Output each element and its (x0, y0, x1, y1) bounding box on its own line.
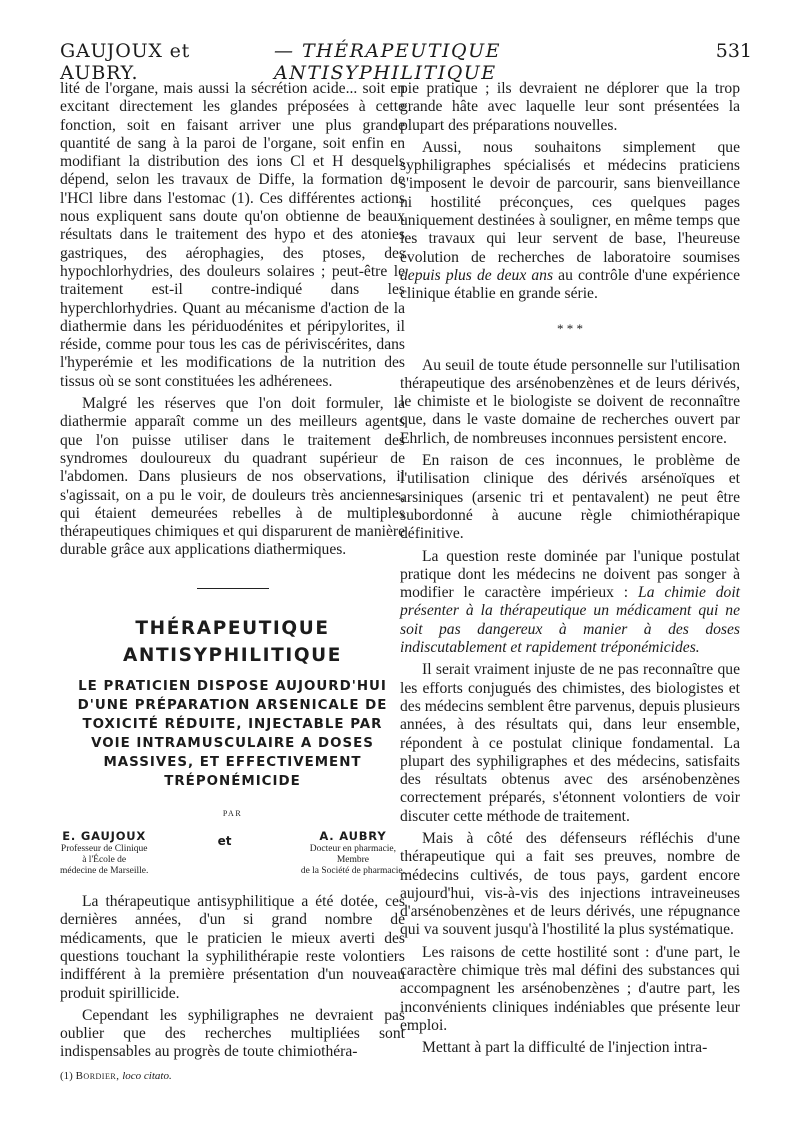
author-1-name: E. GAUJOUX (62, 829, 147, 844)
page-number: 531 (715, 40, 752, 62)
author-2-title-2: Membre (336, 855, 369, 866)
paragraph: Mettant à part la difficulté de l'injection intra- (422, 1039, 708, 1057)
paragraph (400, 548, 740, 658)
section-subtitle: LE PRATICIEN DISPOSE AUJOURD'HUI D'UNE PRÉPARATION ARSENICALE DE TOXICITÉ RÉDUITE, INJECTABLE PAR VOIE INTRAMUSCULAIRE A DOSES MASSIVES, ET EFFECTIVEMENT TRÉPONÉMICIDE (77, 678, 388, 789)
running-header (60, 40, 752, 84)
section-divider (197, 588, 269, 589)
footnote (60, 1070, 172, 1082)
paragraph-text: La question reste dominée par l'unique postulat pratique dont les médecins ne doivent pas songer à modifier le caractère impérieux : (400, 547, 740, 602)
paragraph: La thérapeutique antisyphilitique a été dotée, ces dernières années, d'un si grand nombre de médicaments, que le praticien le mieux averti des questions touchant la syphilithérapie reste volontiers indifférent à la première présentation d'un nouveau produit spirillicide. (60, 893, 405, 1002)
emphasis: La chimie doit présenter à la thérapeutique un médicament qui ne soit pas dangereux à manier à des doses indiscutablement et rapidement tréponémicides. (400, 584, 741, 657)
right-column (400, 80, 740, 1062)
paragraph: Cependant les syphiligraphes ne devraient pas oublier que des recherches multipliées sont indispensables au progrès de toute chimiothéra- (60, 1006, 405, 1061)
author-1-title-3: médecine de Marseille. (60, 866, 149, 877)
paragraph: En raison de ces inconnues, le problème de l'utilisation clinique des dérivés arsénoïques et arsiniques (arsenic tri et pentavalent) ne peut être subordonné à aucune règle chimiothérapique définitive. (400, 452, 740, 543)
author-2-name: A. AUBRY (319, 829, 387, 844)
paragraph: Malgré les réserves que l'on doit formuler, la diathermie apparaît comme un des meilleurs agents que l'on puisse utiliser dans le traitement des syndromes douloureux du quadrant supérieur de l'abdomen. Dans plusieurs de nos observations, il s'agissait, on a pu le voir, de douleurs très anciennes, qui étaient demeurées rebelles à de multiples thérapeutiques chimiques et qui disparurent de manière durable grâce aux applications diathermiques. (60, 395, 405, 559)
footnote-mark: (1) (60, 1070, 73, 1082)
section-break-asterism: * * * (557, 320, 583, 336)
author-block (60, 831, 405, 877)
paragraph: Mais à côté des défenseurs réfléchis d'une thérapeutique qui a fait ses preuves, nombre de médecins cultivés, de tous pays, gardent encore aujourd'hui, vis-à-vis des injections intraveineuses d'arsénobenzènes et de leurs dérivés, une répugnance qui va souvent jusqu'à l'hostilité la plus systématique. (400, 829, 740, 939)
by-label: PAR (222, 808, 243, 818)
paragraph: pie pratique ; ils devraient ne déplorer que la trop grande hâte avec laquelle leur sont présentées la plupart des préparations nouvelles. (400, 80, 740, 134)
paragraph: Il serait vraiment injuste de ne pas reconnaître que les efforts conjugués des chimistes, des biologistes et des médecins semblent être parvenus, depuis plusieurs années, à des résultats qui, dans leur ensemble, répondent à ce postulat clinique fondamental. La plupart des syphiligraphes et des médecins, satisfaits des résultats obtenus avec des arsénobenzènes correctement préparés, s'étonnent volontiers de voir discuter cette méthode de traitement. (400, 661, 740, 825)
emphasis: depuis plus de deux ans (400, 266, 554, 284)
footnote-reference: loco citato. (122, 1070, 172, 1082)
paragraph-text: Aussi, nous souhaitons simplement que syphiligraphes spécialisés et médecins praticiens s'imposent le devoir de parcourir, sans bienveillance ni hostilité préconçues, ces quelques pages uniquement destinées à souligner, en même temps que les travaux qui leur servent de base, l'heureuse évolution de recherches de laboratoire soumises (400, 138, 740, 266)
author-2-title-1: Docteur en pharmacie, (309, 844, 397, 855)
left-column (60, 80, 405, 1066)
paragraph: Les raisons de cette hostilité sont : d'une part, le caractère chimique très mal défini des substances qui accompagnent les arsénobenzènes ; d'autre part, les inconvénients cliniques indéniables que présente leur emploi. (400, 943, 740, 1034)
header-authors: GAUJOUX et AUBRY. (60, 40, 191, 84)
section-title-line-1: THÉRAPEUTIQUE (135, 617, 330, 639)
section-title-line-2: ANTISYPHILITIQUE (122, 644, 343, 666)
paragraph-text: au contrôle d'une expérience clinique établie en grande série. (400, 266, 740, 303)
paragraph: Au seuil de toute étude personnelle sur l'utilisation thérapeutique des arsénobenzènes et de leurs dérivés, le chimiste et le biologiste se doivent de reconnaître que, dans le vaste domaine de recherches ouvert par Ehrlich, de nombreuses inconnues persistent encore. (400, 356, 740, 447)
author-2-title-3: de la Société de pharmacie. (300, 866, 405, 877)
header-title: — THÉRAPEUTIQUE ANTISYPHILITIQUE (273, 40, 501, 84)
author-1-title-1: Professeur de Clinique (60, 844, 148, 855)
author-1-title-2: à l'École de (82, 855, 127, 866)
author-1 (60, 831, 148, 877)
author-2 (301, 831, 405, 877)
footnote-author: Bordier, (75, 1070, 120, 1082)
paragraph (400, 139, 740, 304)
author-conjunction: et (217, 834, 232, 849)
paragraph: lité de l'organe, mais aussi la sécrétion acide... soit en excitant directement les glandes préposées à cette fonction, soit en faisant arriver une plus grande quantité de sang à la paroi de l'organe, soit enfin en modifiant la distribution des ions Cl et H desquels dépend, selon les travaux de Diffe, la formation de l'HCl libre dans l'estomac (1). Ces différentes actions nous expliquent sans doute qu'on obtienne de beaux résultats dans le traitement des hypo et des atonies gastriques, des aérophagies, des ptoses, des hypochlorhydries, des douleurs solaires ; peut-être le traitement est-il contre-indiqué dans les hyperchlorhydries. Quant au mécanisme d'action de la diathermie dans les périduodénites et péripylorites, il réside, comme pour tous les cas de périviscérites, dans l'hyperémie et les modifications de la nutrition des tissus où se sont constituées les adhérenees. (60, 80, 405, 390)
